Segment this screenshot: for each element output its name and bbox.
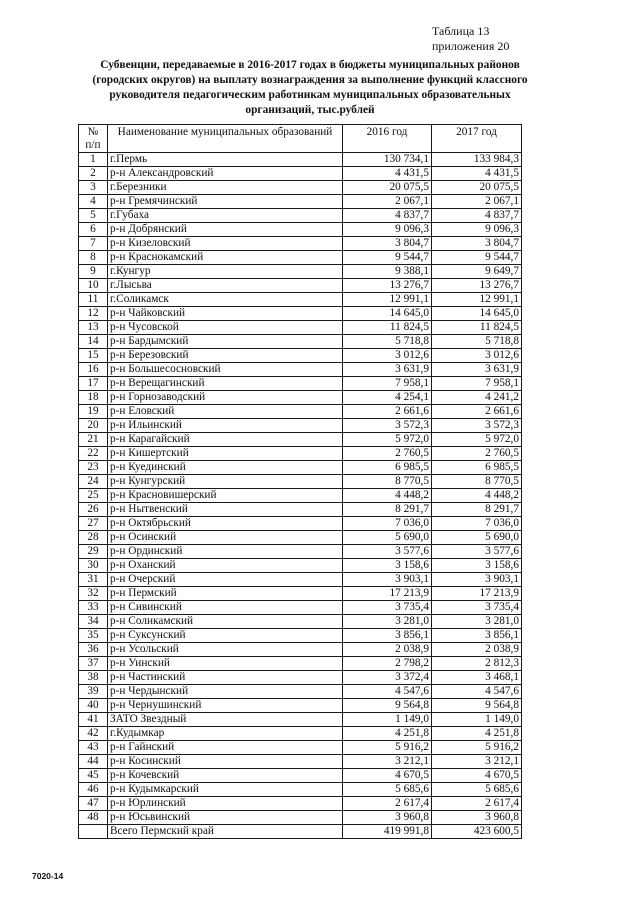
value-2016: 3 372,4 [343, 671, 432, 685]
table-row [79, 755, 522, 769]
value-2016: 3 281,0 [343, 615, 432, 629]
value-2016: 5 685,6 [343, 783, 432, 797]
title-line: Субвенции, передаваемые в 2016-2017 годах в бюджеты муниципальных районов [100, 59, 520, 71]
table-row [79, 489, 522, 503]
municipality-name: р-н Гайнский [108, 741, 343, 755]
table-row [79, 209, 522, 223]
value-2017: 3 572,3 [432, 419, 522, 433]
municipality-name: р-н Косинский [108, 755, 343, 769]
value-2017: 3 903,1 [432, 573, 522, 587]
value-2016: 3 012,6 [343, 349, 432, 363]
municipality-name: р-н Красновишерский [108, 489, 343, 503]
value-2016: 5 916,2 [343, 741, 432, 755]
value-2016: 11 824,5 [343, 321, 432, 335]
value-2016: 3 735,4 [343, 601, 432, 615]
subsidy-table [78, 124, 522, 839]
value-2016: 3 804,7 [343, 237, 432, 251]
value-2017: 3 468,1 [432, 671, 522, 685]
row-number: 13 [79, 321, 108, 335]
value-2016: 9 564,8 [343, 699, 432, 713]
municipality-name: р-н Юсьвинский [108, 811, 343, 825]
value-2017: 8 291,7 [432, 503, 522, 517]
table-row [79, 321, 522, 335]
row-number: 23 [79, 461, 108, 475]
value-2016: 130 734,1 [343, 153, 432, 167]
row-number: 4 [79, 195, 108, 209]
value-2017: 5 916,2 [432, 741, 522, 755]
row-number: 33 [79, 601, 108, 615]
value-2016: 17 213,9 [343, 587, 432, 601]
row-number: 14 [79, 335, 108, 349]
table-row [79, 769, 522, 783]
row-number: 32 [79, 587, 108, 601]
row-number: 20 [79, 419, 108, 433]
municipality-name: р-н Сивинский [108, 601, 343, 615]
value-2016: 9 544,7 [343, 251, 432, 265]
row-number: 31 [79, 573, 108, 587]
value-2016: 2 661,6 [343, 405, 432, 419]
value-2016: 2 760,5 [343, 447, 432, 461]
municipality-name: р-н Краснокамский [108, 251, 343, 265]
table-row [79, 405, 522, 419]
value-2016: 3 903,1 [343, 573, 432, 587]
table-row [79, 363, 522, 377]
municipality-name: р-н Большесосновский [108, 363, 343, 377]
municipality-name: р-н Кочевский [108, 769, 343, 783]
table-row [79, 307, 522, 321]
municipality-name: р-н Чайковский [108, 307, 343, 321]
value-2017: 1 149,0 [432, 713, 522, 727]
header-year-2016: 2016 год [343, 125, 432, 153]
row-number: 48 [79, 811, 108, 825]
value-2016: 4 670,5 [343, 769, 432, 783]
municipality-name: р-н Уинский [108, 657, 343, 671]
table-body [79, 153, 522, 839]
row-number: 7 [79, 237, 108, 251]
header-municipality: Наименование муниципальных образований [108, 125, 343, 153]
table-row [79, 811, 522, 825]
municipality-name: р-н Кунгурский [108, 475, 343, 489]
table-row [79, 629, 522, 643]
table-row [79, 741, 522, 755]
table-row [79, 727, 522, 741]
municipality-name: г.Кунгур [108, 265, 343, 279]
value-2016: 4 251,8 [343, 727, 432, 741]
table-row [79, 461, 522, 475]
document-title [60, 58, 560, 118]
municipality-name: р-н Куединский [108, 461, 343, 475]
value-2017: 3 212,1 [432, 755, 522, 769]
value-2017: 20 075,5 [432, 181, 522, 195]
municipality-name: р-н Оханский [108, 559, 343, 573]
municipality-name: р-н Ильинский [108, 419, 343, 433]
row-number: 17 [79, 377, 108, 391]
municipality-name: р-н Чердынский [108, 685, 343, 699]
municipality-name: р-н Очерский [108, 573, 343, 587]
table-row [79, 685, 522, 699]
value-2016: 7 958,1 [343, 377, 432, 391]
row-number: 47 [79, 797, 108, 811]
municipality-name: р-н Нытвенский [108, 503, 343, 517]
row-number: 10 [79, 279, 108, 293]
municipality-name: р-н Добрянский [108, 223, 343, 237]
value-2017: 9 544,7 [432, 251, 522, 265]
appendix-number: приложения 20 [432, 39, 510, 53]
row-number: 19 [79, 405, 108, 419]
municipality-name: г.Березники [108, 181, 343, 195]
table-row [79, 349, 522, 363]
table-row [79, 559, 522, 573]
value-2016: 3 856,1 [343, 629, 432, 643]
table-row [79, 699, 522, 713]
row-number: 41 [79, 713, 108, 727]
table-row [79, 181, 522, 195]
value-2016: 9 096,3 [343, 223, 432, 237]
table-row [79, 293, 522, 307]
header-number-symbol: № [87, 126, 99, 138]
value-2017: 4 448,2 [432, 489, 522, 503]
value-2016: 4 254,1 [343, 391, 432, 405]
value-2017: 4 431,5 [432, 167, 522, 181]
row-number: 28 [79, 531, 108, 545]
total-2017: 423 600,5 [432, 825, 522, 839]
table-row [79, 335, 522, 349]
row-number: 43 [79, 741, 108, 755]
value-2016: 5 718,8 [343, 335, 432, 349]
row-number: 27 [79, 517, 108, 531]
header-number [79, 125, 108, 153]
value-2016: 14 645,0 [343, 307, 432, 321]
row-number: 30 [79, 559, 108, 573]
municipality-name: р-н Юрлинский [108, 797, 343, 811]
value-2017: 3 158,6 [432, 559, 522, 573]
table-row [79, 657, 522, 671]
value-2017: 4 670,5 [432, 769, 522, 783]
table-row [79, 783, 522, 797]
table-row [79, 531, 522, 545]
value-2016: 4 547,6 [343, 685, 432, 699]
value-2017: 3 012,6 [432, 349, 522, 363]
municipality-name: р-н Пермский [108, 587, 343, 601]
municipality-name: р-н Еловский [108, 405, 343, 419]
table-row [79, 433, 522, 447]
value-2016: 4 837,7 [343, 209, 432, 223]
table-row [79, 713, 522, 727]
document-code: 7020-14 [32, 871, 64, 881]
table-row [79, 237, 522, 251]
municipality-name: г.Лысьва [108, 279, 343, 293]
value-2016: 7 036,0 [343, 517, 432, 531]
value-2017: 4 547,6 [432, 685, 522, 699]
row-number: 46 [79, 783, 108, 797]
value-2017: 6 985,5 [432, 461, 522, 475]
value-2017: 7 958,1 [432, 377, 522, 391]
value-2017: 9 564,8 [432, 699, 522, 713]
row-number: 42 [79, 727, 108, 741]
municipality-name: г.Губаха [108, 209, 343, 223]
title-line: (городских округов) на выплату вознаграждения за выполнение функций классного [92, 74, 528, 86]
value-2017: 9 649,7 [432, 265, 522, 279]
municipality-name: р-н Бардымский [108, 335, 343, 349]
row-number: 18 [79, 391, 108, 405]
value-2016: 3 572,3 [343, 419, 432, 433]
value-2017: 3 577,6 [432, 545, 522, 559]
value-2016: 4 448,2 [343, 489, 432, 503]
municipality-name: р-н Кудымкарский [108, 783, 343, 797]
value-2016: 5 690,0 [343, 531, 432, 545]
value-2017: 2 038,9 [432, 643, 522, 657]
table-row [79, 223, 522, 237]
table-row [79, 615, 522, 629]
value-2017: 5 972,0 [432, 433, 522, 447]
value-2017: 4 837,7 [432, 209, 522, 223]
value-2017: 3 631,9 [432, 363, 522, 377]
municipality-name: р-н Кишертский [108, 447, 343, 461]
value-2016: 12 991,1 [343, 293, 432, 307]
row-number: 34 [79, 615, 108, 629]
value-2017: 8 770,5 [432, 475, 522, 489]
value-2016: 20 075,5 [343, 181, 432, 195]
value-2016: 3 577,6 [343, 545, 432, 559]
municipality-name: р-н Чернушинский [108, 699, 343, 713]
municipality-name: р-н Соликамский [108, 615, 343, 629]
row-number: 39 [79, 685, 108, 699]
municipality-name: ЗАТО Звездный [108, 713, 343, 727]
row-number: 5 [79, 209, 108, 223]
value-2016: 2 798,2 [343, 657, 432, 671]
municipality-name: р-н Октябрьский [108, 517, 343, 531]
value-2016: 5 972,0 [343, 433, 432, 447]
value-2016: 4 431,5 [343, 167, 432, 181]
table-row [79, 251, 522, 265]
value-2016: 1 149,0 [343, 713, 432, 727]
table-number: Таблица 13 [432, 24, 490, 38]
table-header-row [79, 125, 522, 153]
value-2017: 2 812,3 [432, 657, 522, 671]
table-row [79, 419, 522, 433]
row-number: 16 [79, 363, 108, 377]
municipality-name: р-н Карагайский [108, 433, 343, 447]
row-number: 12 [79, 307, 108, 321]
title-line: организаций, тыс.рублей [245, 104, 375, 116]
value-2016: 8 291,7 [343, 503, 432, 517]
municipality-name: г.Соликамск [108, 293, 343, 307]
row-number: 11 [79, 293, 108, 307]
table-row [79, 587, 522, 601]
value-2017: 17 213,9 [432, 587, 522, 601]
value-2017: 3 804,7 [432, 237, 522, 251]
value-2017: 2 067,1 [432, 195, 522, 209]
table-row [79, 503, 522, 517]
row-number: 15 [79, 349, 108, 363]
value-2017: 14 645,0 [432, 307, 522, 321]
value-2017: 5 690,0 [432, 531, 522, 545]
value-2017: 2 760,5 [432, 447, 522, 461]
table-row [79, 377, 522, 391]
table-row [79, 167, 522, 181]
table-row [79, 517, 522, 531]
value-2016: 13 276,7 [343, 279, 432, 293]
value-2016: 2 067,1 [343, 195, 432, 209]
row-number: 21 [79, 433, 108, 447]
table-row [79, 279, 522, 293]
row-number: 36 [79, 643, 108, 657]
table-row [79, 545, 522, 559]
municipality-name: р-н Александровский [108, 167, 343, 181]
row-number: 40 [79, 699, 108, 713]
total-row [79, 825, 522, 839]
value-2016: 3 631,9 [343, 363, 432, 377]
table-row [79, 797, 522, 811]
table-row [79, 601, 522, 615]
value-2017: 3 960,8 [432, 811, 522, 825]
value-2016: 2 038,9 [343, 643, 432, 657]
row-number: 29 [79, 545, 108, 559]
table-row [79, 573, 522, 587]
row-number: 9 [79, 265, 108, 279]
row-number: 22 [79, 447, 108, 461]
municipality-name: р-н Чусовской [108, 321, 343, 335]
row-number: 26 [79, 503, 108, 517]
municipality-name: р-н Гремячинский [108, 195, 343, 209]
municipality-name: р-н Суксунский [108, 629, 343, 643]
value-2017: 13 276,7 [432, 279, 522, 293]
row-number: 38 [79, 671, 108, 685]
row-number: 1 [79, 153, 108, 167]
table-row [79, 643, 522, 657]
title-line: руководителя педагогическим работникам муниципальных образовательных [109, 89, 511, 101]
municipality-name: р-н Частинский [108, 671, 343, 685]
municipality-name: г.Кудымкар [108, 727, 343, 741]
value-2016: 2 617,4 [343, 797, 432, 811]
header-year-2017: 2017 год [432, 125, 522, 153]
table-row [79, 671, 522, 685]
row-number: 37 [79, 657, 108, 671]
value-2017: 9 096,3 [432, 223, 522, 237]
header-number-abbr: п/п [85, 139, 101, 151]
row-number: 3 [79, 181, 108, 195]
value-2016: 9 388,1 [343, 265, 432, 279]
value-2017: 12 991,1 [432, 293, 522, 307]
table-row [79, 153, 522, 167]
municipality-name: р-н Усольский [108, 643, 343, 657]
municipality-name: р-н Верещагинский [108, 377, 343, 391]
municipality-name: р-н Кизеловский [108, 237, 343, 251]
row-number: 25 [79, 489, 108, 503]
row-number: 8 [79, 251, 108, 265]
table-row [79, 475, 522, 489]
row-number: 24 [79, 475, 108, 489]
value-2016: 6 985,5 [343, 461, 432, 475]
value-2016: 3 212,1 [343, 755, 432, 769]
value-2017: 3 281,0 [432, 615, 522, 629]
row-number: 45 [79, 769, 108, 783]
value-2016: 3 960,8 [343, 811, 432, 825]
value-2016: 8 770,5 [343, 475, 432, 489]
table-row [79, 265, 522, 279]
municipality-name: р-н Горнозаводский [108, 391, 343, 405]
value-2017: 5 718,8 [432, 335, 522, 349]
total-row-number [79, 825, 108, 839]
table-row [79, 195, 522, 209]
value-2016: 3 158,6 [343, 559, 432, 573]
row-number: 35 [79, 629, 108, 643]
value-2017: 4 251,8 [432, 727, 522, 741]
municipality-name: р-н Березовский [108, 349, 343, 363]
value-2017: 4 241,2 [432, 391, 522, 405]
table-row [79, 391, 522, 405]
row-number: 44 [79, 755, 108, 769]
row-number: 6 [79, 223, 108, 237]
value-2017: 11 824,5 [432, 321, 522, 335]
value-2017: 2 661,6 [432, 405, 522, 419]
municipality-name: р-н Ординский [108, 545, 343, 559]
value-2017: 3 735,4 [432, 601, 522, 615]
municipality-name: г.Пермь [108, 153, 343, 167]
value-2017: 5 685,6 [432, 783, 522, 797]
value-2017: 2 617,4 [432, 797, 522, 811]
table-row [79, 447, 522, 461]
table-reference [432, 24, 509, 54]
municipality-name: р-н Осинский [108, 531, 343, 545]
total-label: Всего Пермский край [108, 825, 343, 839]
total-2016: 419 991,8 [343, 825, 432, 839]
value-2017: 3 856,1 [432, 629, 522, 643]
row-number: 2 [79, 167, 108, 181]
value-2017: 7 036,0 [432, 517, 522, 531]
value-2017: 133 984,3 [432, 153, 522, 167]
